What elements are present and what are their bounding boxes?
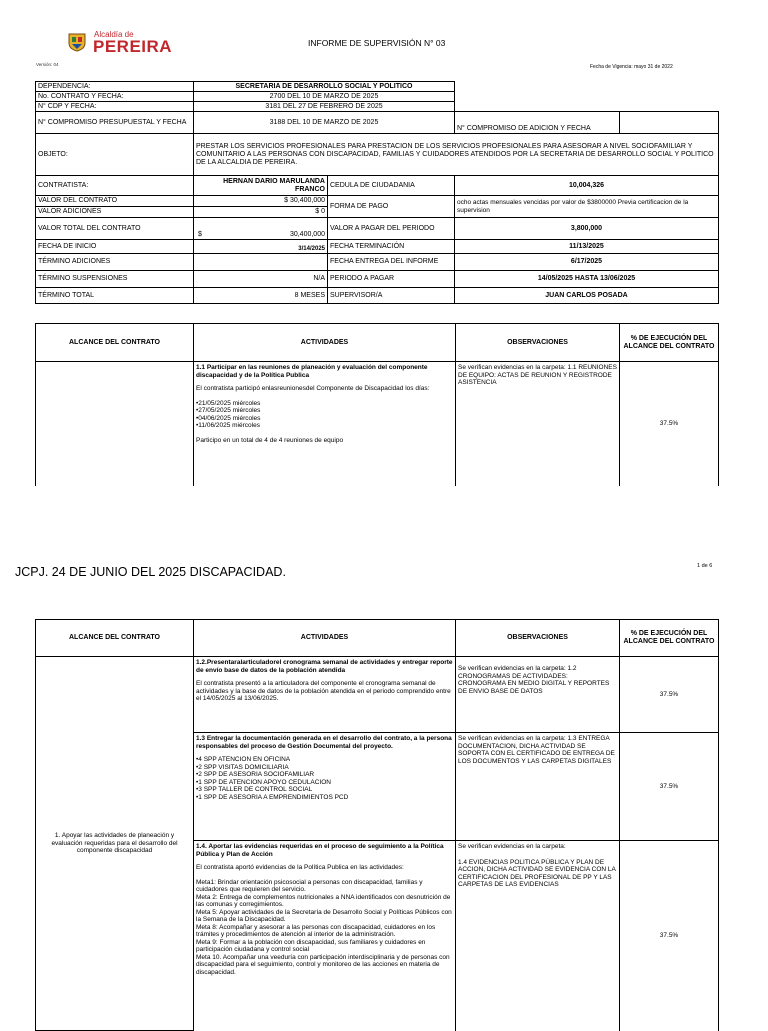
objeto-label: OBJETO: (36, 134, 194, 176)
list-item: •2 SPP VISITAS DOMICILIARIA (196, 763, 289, 771)
cdp-value: 3181 DEL 27 DE FEBRERO DE 2025 (194, 102, 455, 112)
activity-title: 1.3 Entregar la documentación generada en el desarrollo del contrato, a la persona responsables del proceso de Gestión Documental del proyecto. (196, 735, 452, 750)
valor-label: VALOR DEL CONTRATO (36, 196, 194, 207)
percent-1-4: 37.5% (620, 841, 719, 1031)
alcance-1: 1. Apoyar las actividades de planeación y evaluación requeridas para el desarrollo del componente discapacidad (36, 657, 194, 1031)
dependencia-value: SECRETARIA DE DESARROLLO SOCIAL Y POLITICO (194, 82, 455, 92)
pagar-label: VALOR A PAGAR DEL PERIODO (328, 218, 455, 240)
header-observaciones: OBSERVACIONES (456, 620, 620, 657)
report-title: INFORME DE SUPERVISIÓN N° 03 (308, 38, 446, 48)
footer-reference: JCPJ. 24 DE JUNIO DEL 2025 DISCAPACIDAD. (15, 565, 286, 579)
header-observaciones: OBSERVACIONES (456, 324, 620, 362)
inicio-label: FECHA DE INICIO (36, 240, 194, 254)
version-label: Versión: 04 (36, 62, 59, 67)
contratista-label: CONTRATISTA: (36, 176, 194, 196)
forma-label: FORMA DE PAGO (328, 196, 455, 218)
entrega-value: 6/17/2025 (455, 254, 719, 271)
cdp-label: N° CDP Y FECHA: (36, 102, 194, 112)
list-item: Meta 9: Formar a la población con discapacidad, sus familiares y cuidadores en participación ciudadana y control social (196, 938, 426, 953)
term-adiciones-label: TÉRMINO ADICIONES (36, 254, 194, 271)
entrega-label: FECHA ENTREGA DEL INFORME (328, 254, 455, 271)
list-item: Meta1: Brindar orientación psicosocial a personas con discapacidad, familias y cuidadores que requieren del servicio. (196, 878, 423, 893)
list-item: •2 SPP DE ASESORIA SOCIOFAMILIAR (196, 771, 315, 778)
compromiso-value: 3188 DEL 10 DE MARZO DE 2025 (194, 112, 455, 134)
supervisor-value: JUAN CARLOS POSADA (455, 288, 719, 304)
header-actividades: ACTIVIDADES (194, 620, 456, 657)
list-item: •21/05/2025 miércoles (196, 399, 261, 407)
logo-wordmark: PEREIRA (93, 37, 173, 56)
logo-caption: Alcaldía de (94, 30, 134, 39)
list-item: Meta 2: Entrega de complementos nutricionales a NNA identificados con desnutrición de las comunas y corregimientos. (196, 893, 451, 908)
adiciones-label: VALOR ADICIONES (36, 207, 194, 218)
suspensiones-value: N/A (194, 271, 328, 288)
periodo-value: 14/05/2025 HASTA 13/06/2025 (455, 271, 719, 288)
activity-text: El contratista presentó a la articuladora del componente el cronograma semanal de actividades y la base de datos de la población atendida en el periodo comprendido entre el 14/05/2025 al 13/06/2025. (196, 680, 451, 702)
inicio-value: 3/14/2025 (194, 240, 328, 254)
shield-icon (68, 32, 86, 52)
terminacion-label: FECHA TERMINACIÓN (328, 240, 455, 254)
observation-intro: Se verifican evidencias en la carpeta: (458, 843, 566, 850)
percent-1-1: 37.5% (620, 362, 719, 486)
contratista-value: HERNAN DARIO MARULANDA FRANCO (194, 176, 328, 196)
compromiso-label: N° COMPROMISO PRESUPUESTAL Y FECHA (36, 112, 194, 134)
pagar-value: 3,800,000 (455, 218, 719, 240)
list-item: •1 SPP DE ATENCION APOYO CEDULACION (196, 778, 331, 786)
valor-value: $ 30,400,000 (194, 196, 328, 207)
meeting-dates (196, 400, 453, 430)
suspensiones-label: TÉRMINO SUSPENSIONES (36, 271, 194, 288)
header-ejecucion: % DE EJECUCIÓN DEL ALCANCE DEL CONTRATO (620, 324, 719, 362)
activity-1-2 (194, 657, 456, 733)
list-item: •27/05/2025 miércoles (196, 407, 261, 414)
alcance-cell (36, 362, 194, 486)
meta-list (196, 879, 453, 977)
list-item: •1 SPP DE ASESORIA A EMPRENDIMIENTOS PCD (196, 793, 349, 801)
scope-table-page1 (35, 323, 719, 486)
objeto-value: PRESTAR LOS SERVICIOS PROFESIONALES PARA PRESTACION DE LOS SERVICIOS PROFESIONALES PARA ASESORAR A NIVEL SOCIOFAMILIAR Y COMUNITARIO A LAS PERSONAS CON DISCAPACIDAD, FAMILIAS Y CUIDADORES ATENDIDOS POR LA SECRETARIA DE DESARROLLO SOCIAL Y POLITICO DE LA ALCALDIA DE PEREIRA. (194, 134, 719, 176)
list-item: •3 SPP TALLER DE CONTROL SOCIAL (196, 786, 313, 793)
observation-1-4 (456, 841, 620, 1031)
activity-title: 1.4. Aportar las evidencias requeridas en el proceso de seguimiento a la Política Pública y Plan de Acción (196, 843, 444, 858)
activity-1-1 (194, 362, 456, 486)
cedula-value: 10,004,326 (455, 176, 719, 196)
observation-1-1: Se verifican evidencias en la carpeta: 1.1 REUNIONES DE EQUIPO: ACTAS DE REUNION Y REGISTRODE ASISTENCIA (456, 362, 620, 486)
list-item: •04/06/2025 miércoles (196, 414, 261, 422)
total-value-cell (194, 218, 328, 240)
header-actividades: ACTIVIDADES (194, 324, 456, 362)
observation-1-3: Se verifican evidencias en la carpeta: 1.3 ENTREGA DOCUMENTACION, DICHA ACTIVIDAD SE SOPORTA CON EL CERTIFICADO DE ENTREGA DE LOS DOCUMENTOS Y LAS CARPETAS DIGITALES (456, 733, 620, 841)
activity-total: Participo en un total de 4 de 4 reuniones de equipo (196, 436, 344, 444)
activity-1-4 (194, 841, 456, 1031)
list-item: Meta 5: Apoyar actividades de la Secretaría de Desarrollo Social y Políticas Públicos con la Semana de la Discapacidad. (196, 908, 452, 923)
term-adiciones-value (194, 254, 328, 271)
activity-text: El contratista aportó evidencias de la Política Publica en las actividades: (196, 864, 404, 871)
cedula-label: CEDULA DE CIUDADANIA (328, 176, 455, 196)
list-item: •4 SPP ATENCION EN OFICINA (196, 756, 291, 763)
forma-value: ocho actas mensuales vencidas por valor de $3800000 Previa certificacion de la supervision (455, 196, 719, 218)
percent-1-3: 37.5% (620, 733, 719, 841)
total-value: 30,400,000 (289, 231, 325, 238)
activity-1-3 (194, 733, 456, 841)
activity-text: El contratista participó enlasreunionesdel Componente de Discapacidad los días: (196, 385, 430, 392)
header-ejecucion: % DE EJECUCIÓN DEL ALCANCE DEL CONTRATO (620, 620, 719, 657)
term-total-value: 8 MESES (194, 288, 328, 304)
terminacion-value: 11/13/2025 (455, 240, 719, 254)
adiciones-value: $ 0 (194, 207, 328, 218)
percent-1-2: 37.5% (620, 657, 719, 733)
dependencia-label: DEPENDENCIA: (36, 82, 194, 92)
term-total-label: TÉRMINO TOTAL (36, 288, 194, 304)
header-alcance: ALCANCE DEL CONTRATO (36, 620, 194, 657)
pereira-logo (68, 30, 188, 58)
scope-table-page2 (35, 619, 719, 1031)
list-item: Meta 8: Acompañar y asesorar a las personas con discapacidad, cuidadores en los trámites y procedimientos de atención al interior de la administración. (196, 923, 436, 938)
observation-text: 1.4 EVIDENCIAS POLITICA PÚBLICA Y PLAN DE ACCION, DICHA ACTIVIDAD SE EVIDENCIA CON LA CERTIFICACION DEL PROFESIONAL DE PP Y LAS CARPETAS DE LAS EVIDENCIAS (458, 858, 616, 888)
adicion-label: N° COMPROMISO DE ADICION Y FECHA (455, 112, 620, 134)
header-alcance: ALCANCE DEL CONTRATO (36, 324, 194, 362)
documents-list (196, 756, 453, 801)
supervisor-label: SUPERVISOR/A (328, 288, 455, 304)
periodo-label: PERIODO A PAGAR (328, 271, 455, 288)
activity-title: 1.1 Participar en las reuniones de planeación y evaluación del componente discapacidad y de la Política Publica (196, 364, 428, 379)
activity-title: 1.2.Presentaralarticuladorel cronograma semanal de actividades y entregar reporte de envío base de datos de la población atendida (196, 659, 453, 674)
observation-1-2: Se verifican evidencias en la carpeta: 1.2 CRONOGRAMAS DE ACTIVIDADES: CRONOGRAMA EN MEDIO DIGITAL Y REPORTES DE ENVIO BASE DE DATOS (456, 657, 620, 733)
list-item: •11/06/2025 miércoles (196, 422, 260, 429)
total-currency: $ (198, 231, 202, 238)
page-number: 1 de 6 (697, 563, 713, 569)
contrato-label: No. CONTRATO Y FECHA: (36, 92, 194, 102)
contrato-value: 2700 DEL 10 DE MARZO DE 2025 (194, 92, 455, 102)
list-item: Meta 10. Acompañar una veeduría con participación interdisciplinaria y de personas con discapacidad para el seguimiento, control y monitoreo de las acciones en materia de discapacidad. (196, 953, 450, 976)
vigencia-label: Fecha de Vigencia: mayo 31 de 2022 (590, 64, 673, 70)
total-label: VALOR TOTAL DEL CONTRATO (36, 218, 194, 240)
adicion-value (620, 112, 719, 134)
contract-info-table (35, 81, 719, 304)
